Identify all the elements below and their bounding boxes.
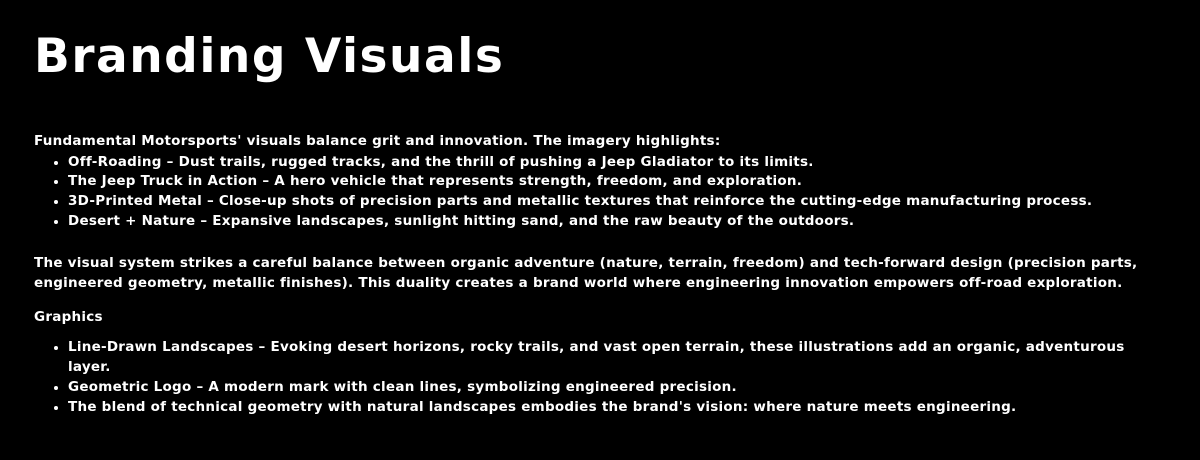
graphics-bullet-list [34,338,1166,417]
graphics-heading: Graphics [34,309,103,326]
list-item: The Jeep Truck in Action – A hero vehicle that represents strength, freedom, and exploration. [68,172,1166,192]
list-item: The blend of technical geometry with natural landscapes embodies the brand's vision: where nature meets engineering. [68,398,1166,418]
list-item: Off-Roading – Dust trails, rugged tracks, and the thrill of pushing a Jeep Gladiator to its limits. [68,153,1166,173]
intro-paragraph: Fundamental Motorsports' visuals balance grit and innovation. The imagery highlights: [34,133,721,150]
list-item: 3D-Printed Metal – Close-up shots of precision parts and metallic textures that reinforce the cutting-edge manufacturing process. [68,192,1166,212]
list-item: Desert + Nature – Expansive landscapes, sunlight hitting sand, and the raw beauty of the outdoors. [68,212,1166,232]
summary-paragraph: The visual system strikes a careful balance between organic adventure (nature, terrain, freedom) and tech-forward design (precision parts, engineered geometry, metallic finishes). This duality creates a brand world where engineering innovation empowers off-road exploration. [34,254,1138,291]
spacer [34,232,1166,254]
list-item: Line-Drawn Landscapes – Evoking desert horizons, rocky trails, and vast open terrain, these illustrations add an organic, adventurous layer. [68,338,1166,378]
list-item: Geometric Logo – A modern mark with clean lines, symbolizing engineered precision. [68,378,1166,398]
spacer [34,293,1166,309]
intro-bullet-list [34,153,1166,232]
spacer [34,325,1166,337]
page-title: Branding Visuals [34,29,505,84]
document-body [34,132,1166,417]
